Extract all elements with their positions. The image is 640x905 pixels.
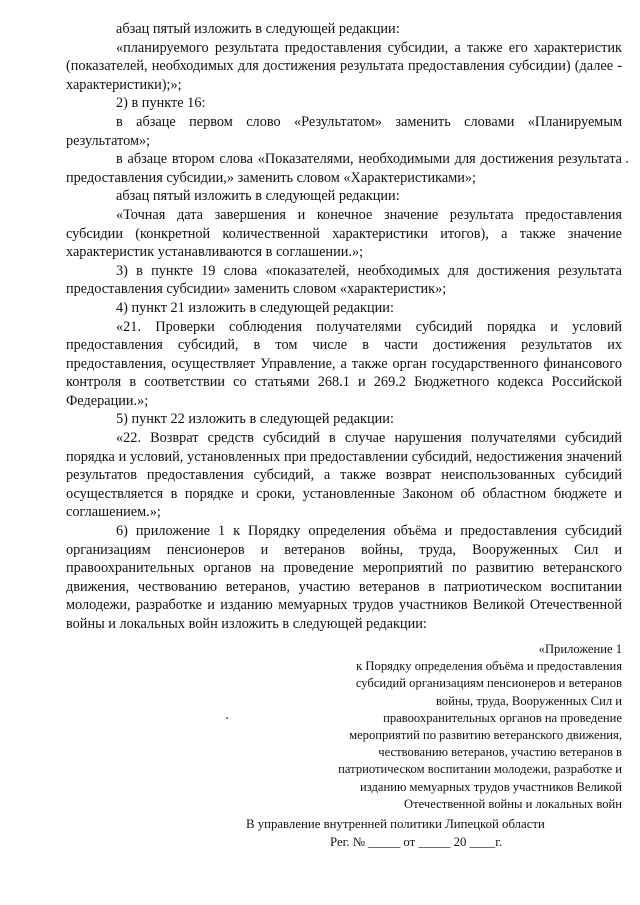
- paragraph-4: в абзаце первом слово «Результатом» заменить словами «Планируемым результатом»;: [66, 113, 622, 149]
- paragraph-9: 4) пункт 21 изложить в следующей редакции:: [116, 299, 394, 316]
- addressee-block: [246, 816, 566, 851]
- registration-line: Рег. № _____ от _____ 20 ____г.: [330, 834, 503, 849]
- scan-speck: [626, 161, 628, 163]
- paragraph-6: абзац пятый изложить в следующей редакции:: [116, 188, 400, 205]
- addressee-line: В управление внутренней политики Липецкой области: [246, 817, 545, 831]
- paragraph-11: 5) пункт 22 изложить в следующей редакции:: [116, 411, 394, 428]
- appendix-line-9: изданию мемуарных трудов участников Великой: [360, 779, 622, 794]
- scan-speck: [226, 717, 228, 719]
- paragraph-2: «планируемого результата предоставления субсидии, а также его характеристик (показателей, необходимых для достижения результата предоставления субсидии) (далее - характеристики);»;: [66, 39, 622, 93]
- paragraph-5: в абзаце втором слова «Показателями, необходимыми для достижения результата предоставления субсидии,» заменить словом «Характеристиками»;: [66, 151, 622, 186]
- appendix-line-8: патриотическом воспитании молодежи, разработке и: [338, 762, 622, 777]
- appendix-line-5: правоохранительных органов на проведение: [383, 710, 622, 725]
- appendix-line-7: чествованию ветеранов, участию ветеранов в: [378, 745, 622, 760]
- paragraph-12: «22. Возврат средств субсидий в случае нарушения получателями субсидий порядка и условий, установленных при предоставлении субсидий, недостижения значений результатов предоставления субсидий, а также возврат неиспользованных субсидий осуществляется в порядке и сроки, установленные Законом об областном бюджете и соглашением.»;: [66, 430, 622, 521]
- appendix-line-4: войны, труда, Вооруженных Сил и: [435, 693, 622, 708]
- appendix-line-3: субсидий организациям пенсионеров и ветеранов: [355, 676, 622, 691]
- appendix-header: [262, 641, 622, 813]
- appendix-line-10: Отечественной войны и локальных войн: [404, 796, 622, 811]
- paragraph-13: 6) приложение 1 к Порядку определения объёма и предоставления субсидий организациям пенсионеров и ветеранов войны, труда, Вооруженных Сил и правоохранительных органов на проведение мероприятий по развитию ветеранского движения, чествованию ветеранов, участию ветеранов в патриотическом воспитании молодежи, разработке и изданию мемуарных трудов участников Великой Отечественной войны и локальных войн изложить в следующей редакции:: [66, 523, 622, 632]
- appendix-line-2: к Порядку определения объёма и предоставления: [356, 659, 622, 674]
- appendix-line-1: «Приложение 1: [538, 642, 622, 656]
- appendix-line-6: мероприятий по развитию ветеранского движения,: [349, 728, 622, 743]
- paragraph-10: «21. Проверки соблюдения получателями субсидий порядка и условий предоставления субсидий, в том числе в части достижения результатов их предоставления, осуществляет Управление, а также орган государственного финансового контроля в соответствии со статьями 268.1 и 269.2 Бюджетного кодекса Российской Федерации.»;: [66, 318, 622, 409]
- paragraph-7: «Точная дата завершения и конечное значение результата предоставления субсидии (конкретной количественной характеристики итогов), а также значение характеристик устанавливаются в соглашении.»;: [66, 206, 622, 261]
- paragraph-3: 2) в пункте 16:: [116, 95, 206, 112]
- paragraph-1: абзац пятый изложить в следующей редакции:: [116, 21, 400, 37]
- paragraph-8: 3) в пункте 19 слова «показателей, необходимых для достижения результата предоставления субсидии» заменить словом «характеристик»;: [66, 262, 622, 298]
- amendment-text: [66, 20, 622, 634]
